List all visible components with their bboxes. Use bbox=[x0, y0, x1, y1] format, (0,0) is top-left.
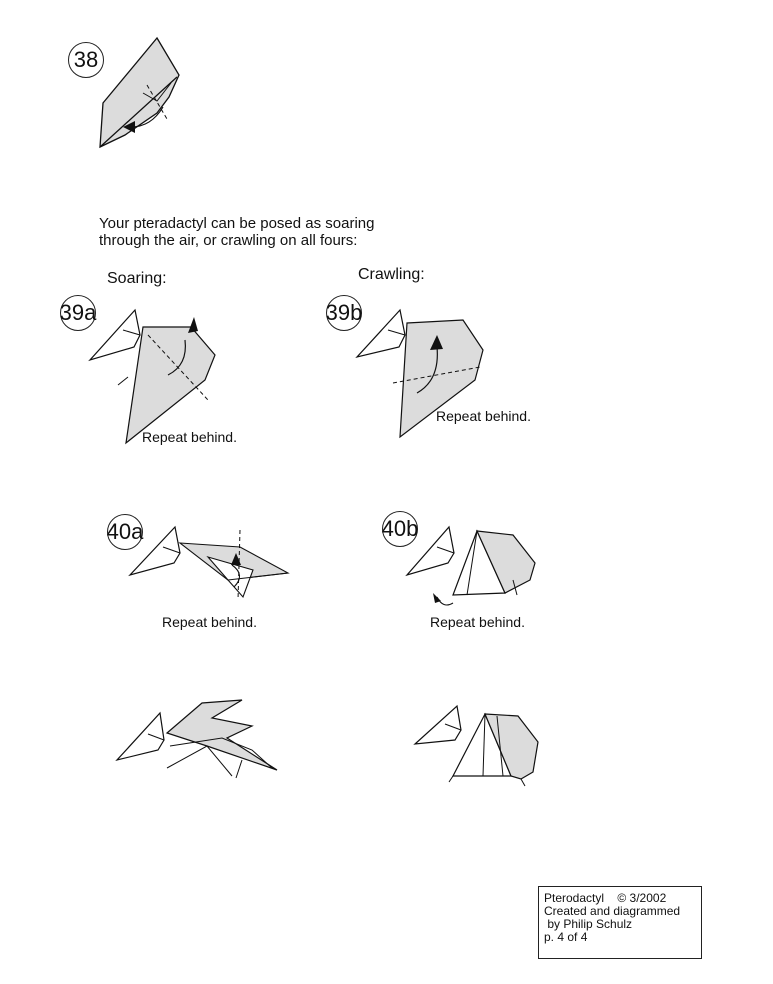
credit-title: Pterodactyl bbox=[544, 891, 605, 905]
step-number-40b: 40b bbox=[382, 511, 418, 547]
diagram-final-crawling bbox=[413, 704, 548, 789]
credit-page: p. 4 of 4 bbox=[544, 930, 588, 944]
caption-39a: Repeat behind. bbox=[142, 429, 237, 445]
diagram-step-40b bbox=[405, 525, 540, 610]
step-number-38: 38 bbox=[68, 42, 104, 78]
caption-40a: Repeat behind. bbox=[162, 614, 257, 630]
heading-crawling: Crawling: bbox=[358, 266, 425, 283]
diagram-step-38 bbox=[95, 35, 190, 155]
step-number-40a: 40a bbox=[107, 514, 143, 550]
caption-39b: Repeat behind. bbox=[436, 408, 531, 424]
step-number-39a: 39a bbox=[60, 295, 96, 331]
intro-line-1: Your pteradactyl can be posed as soaring bbox=[99, 215, 375, 232]
diagram-step-40a bbox=[128, 525, 293, 605]
credit-line-3: by Philip Schulz bbox=[544, 917, 633, 931]
credit-line-2: Created and diagrammed bbox=[544, 904, 681, 918]
diagram-final-soaring bbox=[112, 698, 287, 783]
credit-copyright: © 3/2002 bbox=[617, 891, 667, 905]
intro-text bbox=[99, 215, 374, 249]
caption-40b: Repeat behind. bbox=[430, 614, 525, 630]
heading-soaring: Soaring: bbox=[107, 270, 167, 287]
intro-line-2: through the air, or crawling on all fours: bbox=[99, 232, 358, 249]
step-number-39b: 39b bbox=[326, 295, 362, 331]
credit-box bbox=[538, 886, 702, 959]
